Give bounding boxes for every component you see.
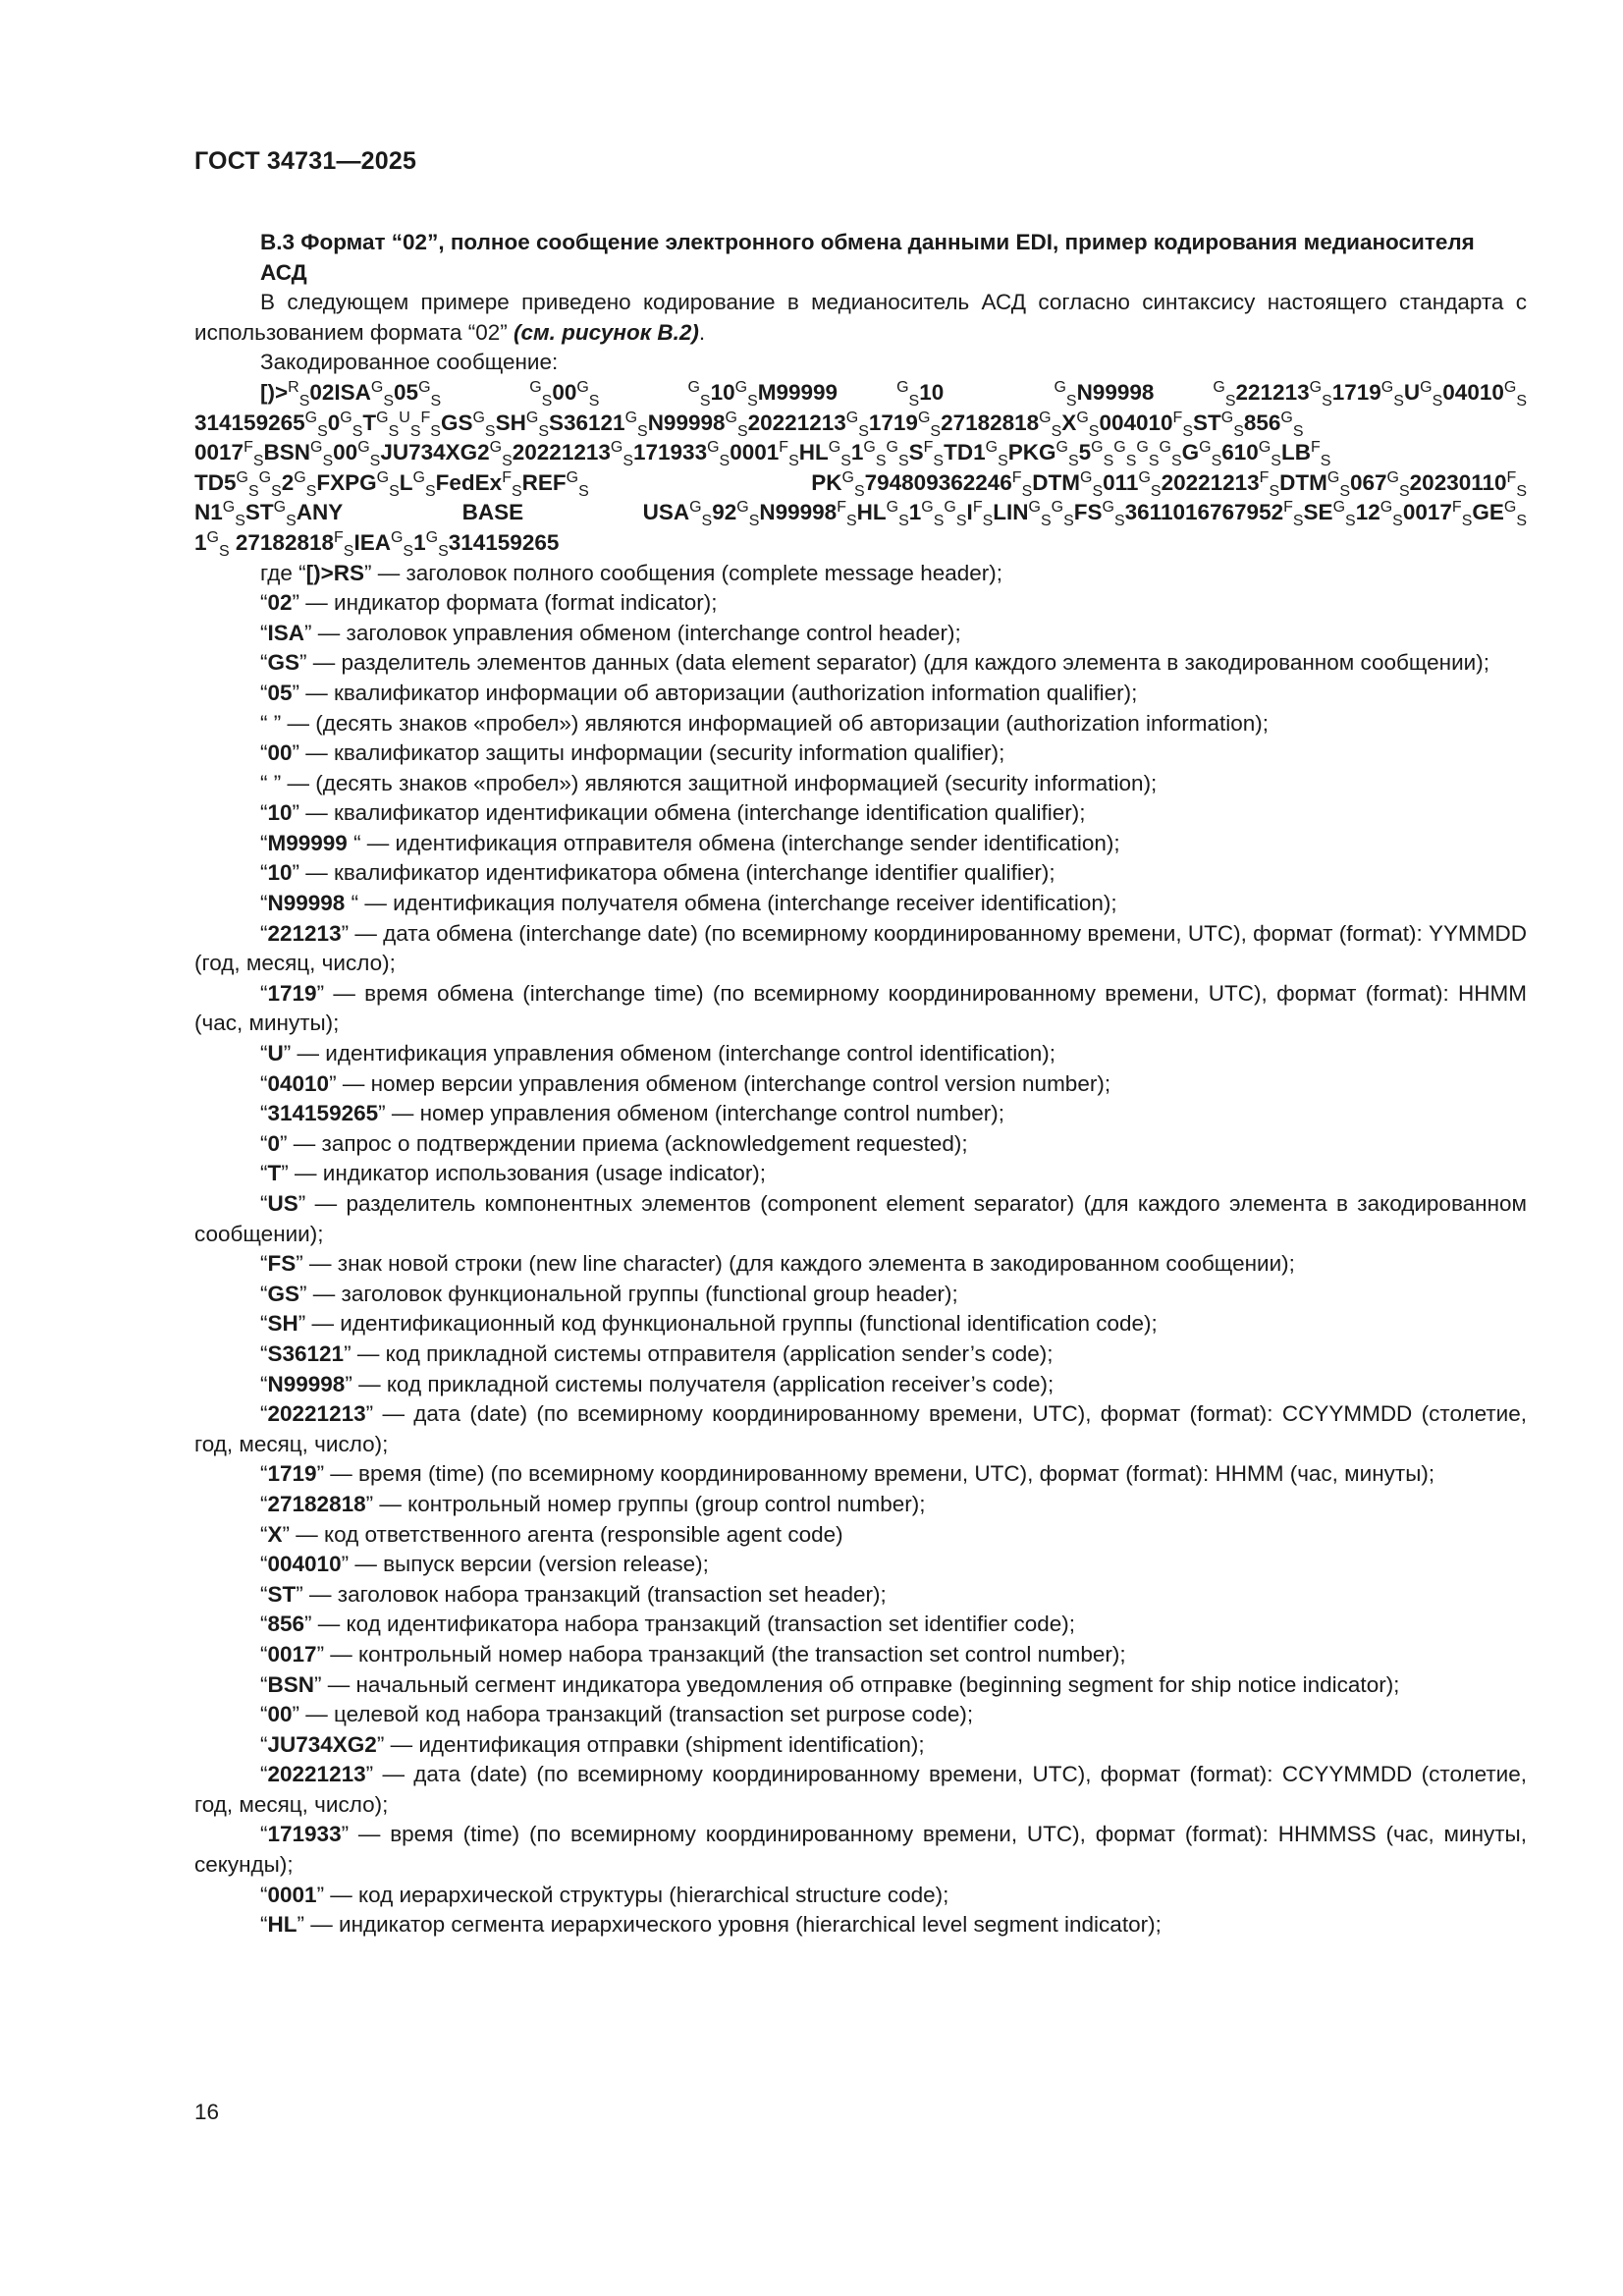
encoded-message (194, 378, 1527, 559)
definition-item: “02” — индикатор формата (format indicator); (260, 590, 718, 616)
page-number: 16 (194, 2100, 220, 2124)
page-content (194, 228, 1527, 1941)
definition-item: “0017” — контрольный номер набора транзакций (the transaction set control number); (260, 1641, 1126, 1667)
document-header: ГОСТ 34731—2025 (194, 147, 417, 175)
definition-item: “1719” — время обмена (interchange time) (по всемирному координированному времени, UTC), формат (format): HHMM (час, минуты); (194, 980, 1527, 1036)
encoded-label: Закодированное сообщение: (260, 350, 559, 375)
definition-item: “00” — целевой код набора транзакций (transaction set purpose code); (260, 1702, 974, 1727)
definitions-list (194, 559, 1527, 1941)
definition-item: “S36121” — код прикладной системы отправителя (application sender’s code); (260, 1340, 1054, 1366)
definition-item: “004010” — выпуск версии (version release); (260, 1552, 709, 1577)
definition-item: “US” — разделитель компонентных элементов (component element separator) (для каждого элемента в закодированном сообщении); (194, 1191, 1527, 1246)
section-title: В.3 Формат “02”, полное сообщение электронного обмена данными EDI, пример кодирования медианосителя АСД (260, 230, 1475, 285)
definition-item: “U” — идентификация управления обменом (interchange control identification); (260, 1041, 1056, 1066)
encoded-message-line: N1GSSTGSANY BASE USAGS92GSN99998FSHLGS1GSGSIFSLINGSGSFSGS3611016767952FSSEGS12GS0017FSGEGS (194, 499, 1527, 530)
intro-paragraph (194, 288, 1527, 348)
definition-item: “20221213” — дата (date) (по всемирному координированному времени, UTC), формат (format): CCYYMMDD (столетие, год, месяц, число); (194, 1762, 1527, 1817)
definition-item: “00” — квалификатор защиты информации (security information qualifier); (260, 740, 1005, 766)
intro-end: . (698, 319, 706, 345)
definition-item: “04010” — номер версии управления обменом (interchange control version number); (260, 1070, 1111, 1096)
definition-item: “BSN” — начальный сегмент индикатора уведомления об отправке (beginning segment for ship notice indicator); (260, 1671, 1400, 1697)
definition-item: “FS” — знак новой строки (new line character) (для каждого элемента в закодированном сообщении); (260, 1251, 1295, 1277)
definition-item: “221213” — дата обмена (interchange date) (по всемирному координированному времени, UTC), формат (format): YYMMDD (год, месяц, число); (194, 920, 1527, 976)
definition-item: “ISA” — заголовок управления обменом (interchange control header); (260, 620, 961, 645)
definition-item: “GS” — заголовок функциональной группы (functional group header); (260, 1281, 958, 1306)
definition-item: “0001” — код иерархической структуры (hierarchical structure code); (260, 1882, 949, 1907)
definition-item: “N99998” — код прикладной системы получателя (application receiver’s code); (260, 1371, 1055, 1396)
definition-item: “ ” — (десять знаков «пробел») являются информацией об авторизации (authorization information); (260, 710, 1270, 736)
definition-item: “HL” — индикатор сегмента иерархического уровня (hierarchical level segment indicator); (260, 1912, 1162, 1938)
definition-item: “1719” — время (time) (по всемирному координированному времени, UTC), формат (format): HHMM (час, минуты); (260, 1461, 1435, 1487)
encoded-message-line: 0017FSBSNGS00GSJU734XG2GS20221213GS171933GS0001FSHLGS1GSGSSFSTD1GSPKGGS5GSGSGSGSGGS610GSLBFS (194, 439, 1331, 470)
definition-item: “SH” — идентификационный код функциональной группы (functional identification code); (260, 1311, 1158, 1337)
definition-item: “05” — квалификатор информации об авторизации (authorization information qualifier); (260, 680, 1138, 705)
definition-item: “10” — квалификатор идентификатора обмена (interchange identifier qualifier); (260, 860, 1055, 886)
encoded-message-line: TD5GSGS2GSFXPGGSLGSFedExFSREFGS PKGS794809362246FSDTMGS011GS20221213FSDTMGS067GS20230110FS (194, 468, 1527, 500)
definition-item: “856” — код идентификатора набора транзакций (transaction set identifier code); (260, 1612, 1076, 1637)
definition-item: “N99998 “ — идентификация получателя обмена (interchange receiver identification); (260, 891, 1117, 916)
definition-item: “0” — запрос о подтверждении приема (acknowledgement requested); (260, 1130, 968, 1156)
definition-item: “ ” — (десять знаков «пробел») являются защитной информацией (security information); (260, 770, 1158, 795)
encoded-message-line: [)>RS02ISAGS05GSGS00GSGS10GSM99999 GS10 GSN99998 GS221213GS1719GSUGS04010GS (260, 378, 1527, 410)
encoded-message-line: 1GS 27182818FSIEAGS1GS314159265 (194, 528, 560, 560)
definition-item: “JU734XG2” — идентификация отправки (shipment identification); (260, 1731, 925, 1757)
definition-item: “314159265” — номер управления обменом (interchange control number); (260, 1101, 1004, 1126)
definition-item: “T” — индикатор использования (usage indicator); (260, 1161, 767, 1186)
definition-item: “X” — код ответственного агента (responsible agent code) (260, 1521, 843, 1547)
definition-item: “171933” — время (time) (по всемирному координированному времени, UTC), формат (format): HHMMSS (час, минуты, секунды); (194, 1822, 1527, 1878)
definition-item: “27182818” — контрольный номер группы (group control number); (260, 1491, 926, 1516)
definition-item: “10” — квалификатор идентификации обмена (interchange identification qualifier); (260, 800, 1086, 826)
encoded-message-line: 314159265GS0GSTGSUSFSGSGSSHGSS36121GSN99998GS20221213GS1719GS27182818GSXGS004010FSSTGS856GS (194, 409, 1304, 440)
definition-item: “ST” — заголовок набора транзакций (transaction set header); (260, 1581, 887, 1607)
figure-reference: (см. рисунок В.2) (514, 319, 699, 345)
definition-item: “20221213” — дата (date) (по всемирному координированному времени, UTC), формат (format): CCYYMMDD (столетие, год, месяц, число); (194, 1401, 1527, 1456)
definition-item: “GS” — разделитель элементов данных (data element separator) (для каждого элемента в закодированном сообщении); (260, 650, 1489, 676)
definition-item: “M99999 “ — идентификация отправителя обмена (interchange sender identification); (260, 830, 1120, 855)
intro-text: В следующем примере приведено кодирование в медианоситель АСД согласно синтаксису настоящего стандарта с использованием формата “02” (194, 290, 1527, 345)
definition-item: где “[)>RS” — заголовок полного сообщения (complete message header); (260, 560, 1003, 585)
